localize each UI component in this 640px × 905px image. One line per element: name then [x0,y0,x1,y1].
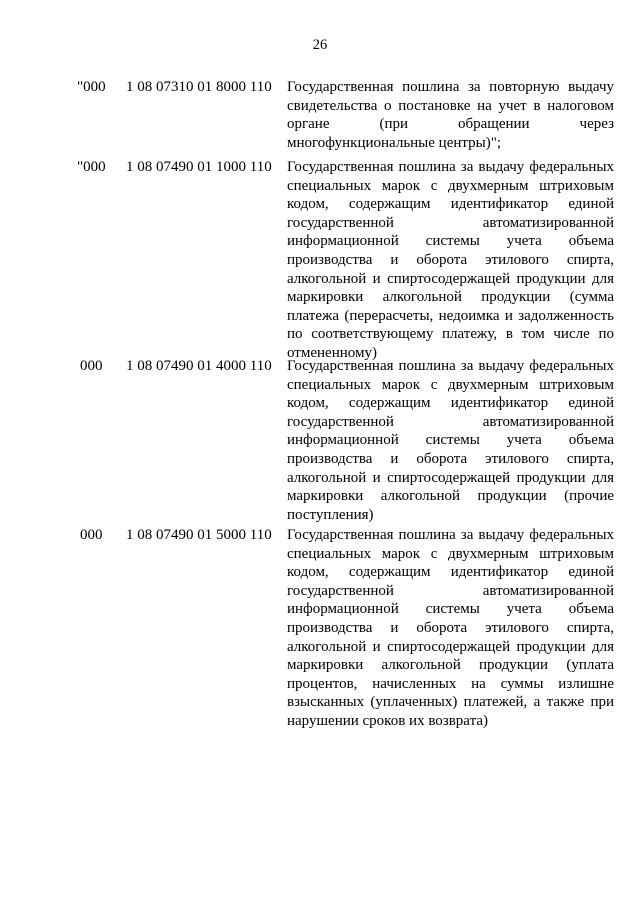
budget-classification-code: 1 08 07490 01 5000 110 [126,527,272,543]
admin-code: "000 [77,159,106,175]
admin-code: 000 [80,527,103,543]
code-description: Государственная пошлина за повторную выдачу свидетельства о постановке на учет в налоговом органе (при обращении через многофункциональные центры)"; [287,79,614,151]
budget-classification-code: 1 08 07490 01 4000 110 [126,358,272,374]
admin-code: "000 [77,79,106,95]
code-description: Государственная пошлина за выдачу федеральных специальных марок с двухмерным штриховым кодом, содержащим идентификатор единой государственной автоматизированной информационной системы учета объема производства и оборота этилового спирта, алкогольной и спиртосодержащей продукции для маркировки алкогольной продукции (прочие поступления) [287,358,614,523]
budget-classification-code: 1 08 07490 01 1000 110 [126,159,272,175]
code-description: Государственная пошлина за выдачу федеральных специальных марок с двухмерным штриховым кодом, содержащим идентификатор единой государственной автоматизированной информационной системы учета объема производства и оборота этилового спирта, алкогольной и спиртосодержащей продукции для маркировки алкогольной продукции (уплата процентов, начисленных на суммы излишне взысканных (уплаченных) платежей, а также при нарушении сроков их возврата) [287,527,614,729]
budget-classification-code: 1 08 07310 01 8000 110 [126,79,272,95]
page-number: 26 [312,37,328,53]
admin-code: 000 [80,358,103,374]
code-description: Государственная пошлина за выдачу федеральных специальных марок с двухмерным штриховым кодом, содержащим идентификатор единой государственной автоматизированной информационной системы учета объема производства и оборота этилового спирта, алкогольной и спиртосодержащей продукции для маркировки алкогольной продукции (сумма платежа (перерасчеты, недоимка и задолженность по соответствующему платежу, в том числе по отмененному) [287,159,614,361]
